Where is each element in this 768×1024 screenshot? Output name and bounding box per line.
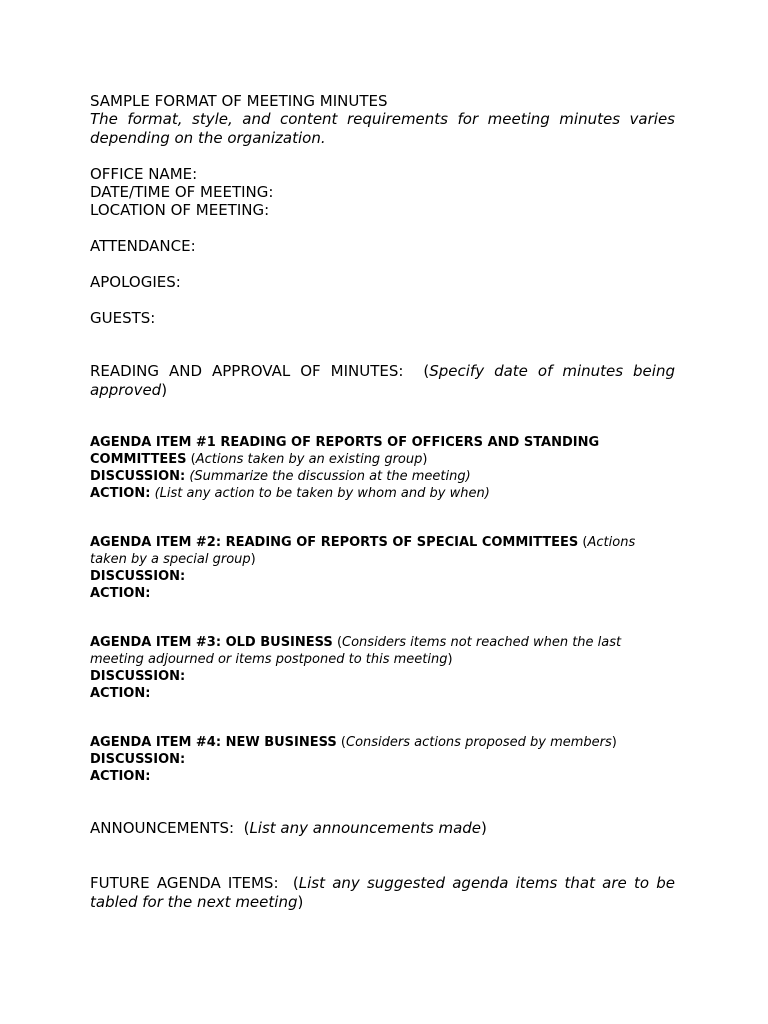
- agenda-item-3: AGENDA ITEM #3: OLD BUSINESS (Considers items not reached when the last meeting adjourned or items postponed to this meeting) DISCUSSION: ACTION:: [90, 634, 675, 702]
- reading-approval-label: READING AND APPROVAL OF MINUTES:: [90, 362, 404, 380]
- agenda-item-4-heading: AGENDA ITEM #4: NEW BUSINESS: [90, 735, 337, 750]
- agenda-item-4-action-label: ACTION:: [90, 769, 151, 784]
- office-name-field: OFFICE NAME:: [90, 165, 198, 183]
- agenda-item-3-heading: AGENDA ITEM #3: OLD BUSINESS: [90, 635, 333, 650]
- agenda-item-3-discussion-label: DISCUSSION:: [90, 669, 186, 684]
- reading-approval-note: Specify date of minutes being approved: [90, 362, 675, 399]
- agenda-item-1-discussion-label: DISCUSSION:: [90, 469, 186, 484]
- announcements-note: List any announcements made: [249, 819, 482, 837]
- agenda-item-1-heading: AGENDA ITEM #1 READING OF REPORTS OF OFFICERS AND STANDING COMMITTEES: [90, 435, 600, 467]
- intro-text: The format, style, and content requirements for meeting minutes varies depending on the organization.: [90, 110, 675, 147]
- agenda-item-4-note: Considers actions proposed by members: [346, 735, 612, 750]
- agenda-item-2-heading: AGENDA ITEM #2: READING OF REPORTS OF SPECIAL COMMITTEES: [90, 535, 579, 550]
- reading-approval-close: ): [161, 381, 168, 399]
- future-agenda-section: FUTURE AGENDA ITEMS: (List any suggested agenda items that are to be tabled for the next meeting): [90, 874, 675, 911]
- agenda-item-2-action-label: ACTION:: [90, 586, 151, 601]
- apologies-field: APOLOGIES:: [90, 273, 181, 291]
- agenda-item-1-discussion-note: (Summarize the discussion at the meeting): [189, 469, 471, 484]
- reading-approval-section: [90, 362, 675, 400]
- agenda-item-3-action-label: ACTION:: [90, 686, 151, 701]
- document-page: [90, 92, 675, 912]
- guests-field: GUESTS:: [90, 309, 156, 327]
- agenda-item-2-note: Actions taken by a special group: [90, 535, 636, 567]
- announcements-section: ANNOUNCEMENTS: (List any announcements made): [90, 819, 487, 837]
- agenda-item-4: AGENDA ITEM #4: NEW BUSINESS (Considers actions proposed by members) DISCUSSION: ACTION:: [90, 734, 675, 785]
- document-title: SAMPLE FORMAT OF MEETING MINUTES: [90, 92, 388, 110]
- agenda-item-1: AGENDA ITEM #1 READING OF REPORTS OF OFFICERS AND STANDING COMMITTEES (Actions taken by an existing group) DISCUSSION: (Summarize the discussion at the meeting) ACTION: (List any action to be taken by whom and by when): [90, 435, 600, 501]
- future-agenda-label: FUTURE AGENDA ITEMS:: [90, 874, 279, 892]
- announcements-label: ANNOUNCEMENTS:: [90, 819, 235, 837]
- location-field: LOCATION OF MEETING:: [90, 201, 270, 219]
- agenda-item-2: AGENDA ITEM #2: READING OF REPORTS OF SPECIAL COMMITTEES (Actions taken by a special group) DISCUSSION: ACTION:: [90, 534, 675, 602]
- agenda-item-3-note: Considers items not reached when the last meeting adjourned or items postponed to this meeting: [90, 635, 622, 667]
- date-time-field: DATE/TIME OF MEETING:: [90, 183, 274, 201]
- agenda-item-1-action-label: ACTION:: [90, 486, 151, 501]
- reading-approval-open: (: [423, 362, 430, 380]
- future-agenda-note: List any suggested agenda items that are to be tabled for the next meeting: [90, 874, 675, 911]
- agenda-item-4-discussion-label: DISCUSSION:: [90, 752, 186, 767]
- attendance-field: ATTENDANCE:: [90, 237, 196, 255]
- agenda-item-1-action-note: (List any action to be taken by whom and by when): [154, 486, 490, 501]
- agenda-item-2-discussion-label: DISCUSSION:: [90, 569, 186, 584]
- agenda-item-1-note: Actions taken by an existing group: [195, 452, 423, 467]
